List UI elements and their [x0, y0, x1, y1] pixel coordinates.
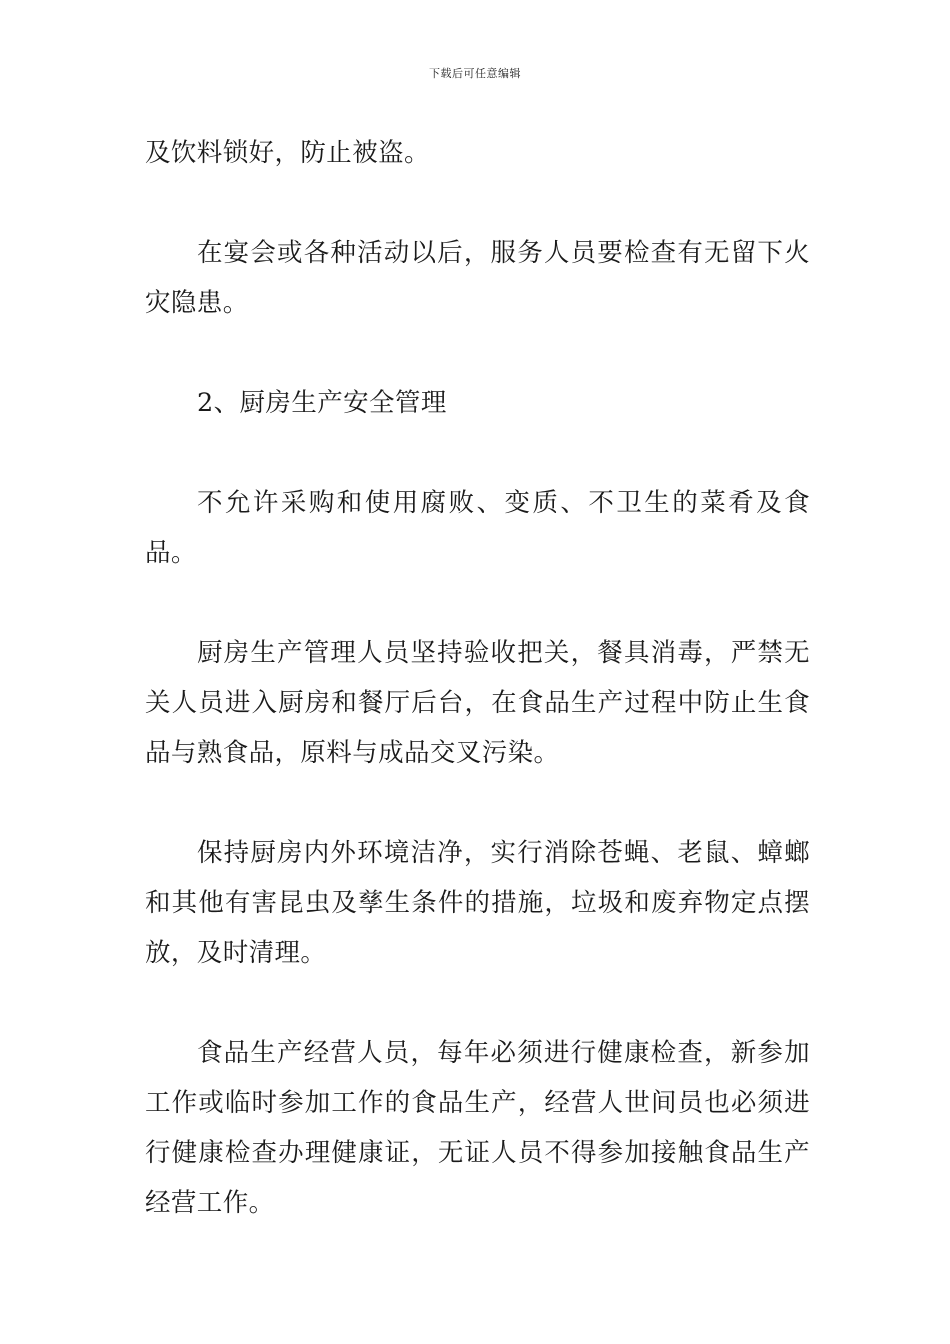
paragraph-inspection: 厨房生产管理人员坚持验收把关，餐具消毒，严禁无关人员进入厨房和餐厅后台，在食品生产过程中防止生食品与熟食品，原料与成品交叉污染。: [145, 638, 810, 768]
paragraph-cleanliness: 保持厨房内外环境洁净，实行消除苍蝇、老鼠、蟑螂和其他有害昆虫及孳生条件的措施，垃圾和废弃物定点摆放，及时清理。: [145, 838, 810, 968]
paragraph-health-check: 食品生产经营人员，每年必须进行健康检查，新参加工作或临时参加工作的食品生产，经营人世间员也必须进行健康检查办理健康证，无证人员不得参加接触食品生产经营工作。: [145, 1038, 810, 1218]
paragraph-food-purchase: 不允许采购和使用腐败、变质、不卫生的菜肴及食品。: [145, 488, 810, 568]
section-heading-kitchen-safety: 2、厨房生产安全管理: [197, 388, 447, 418]
paragraph-continuation: 及饮料锁好，防止被盗。: [145, 138, 430, 168]
document-body: [145, 128, 810, 1228]
page-header: 下载后可任意编辑: [429, 67, 521, 80]
paragraph-fire-check: 在宴会或各种活动以后，服务人员要检查有无留下火灾隐患。: [145, 238, 810, 318]
